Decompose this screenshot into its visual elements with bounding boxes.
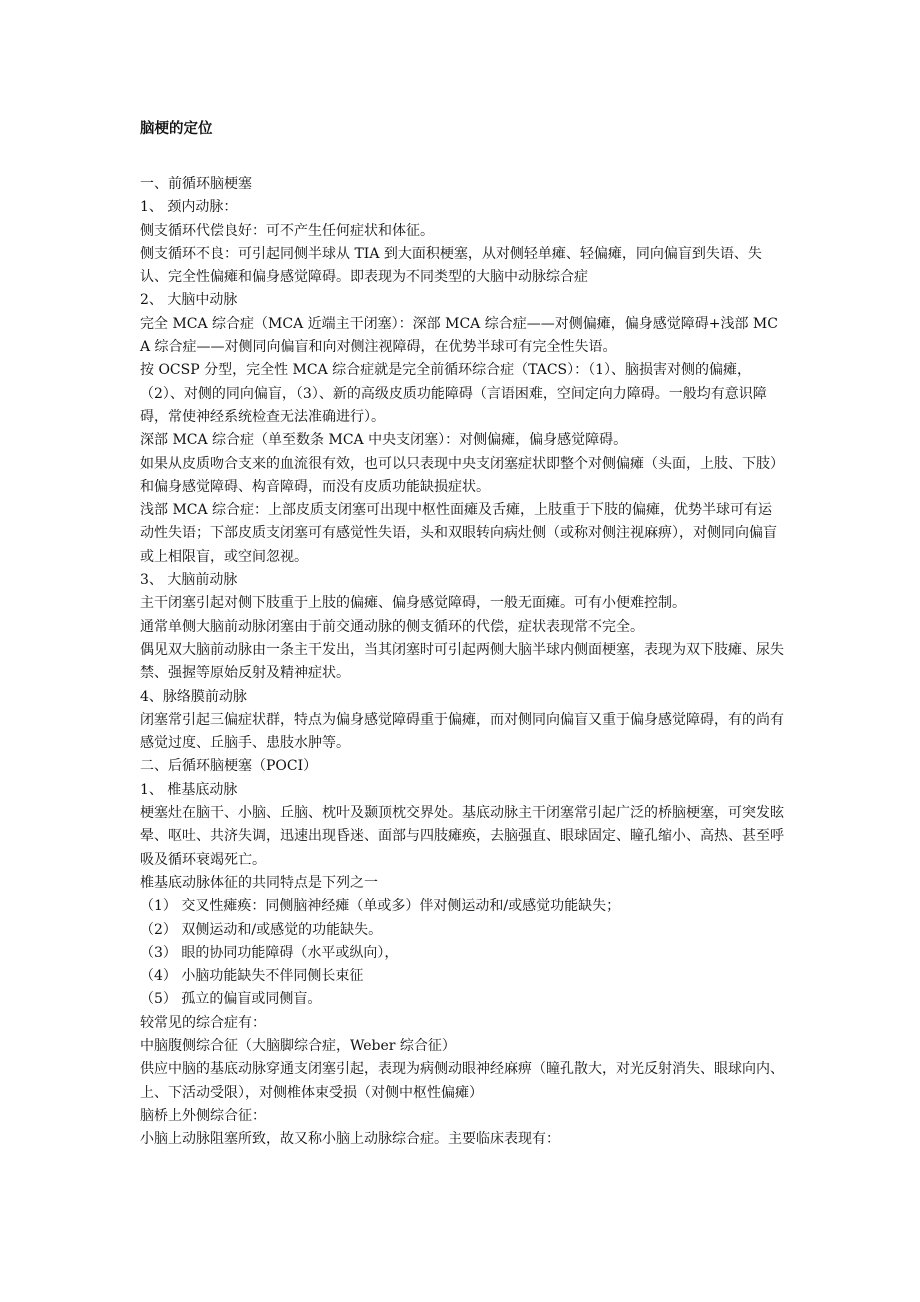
text-line: （3） 眼的协同功能障碍（水平或纵向）， [140, 944, 399, 961]
text-line: 闭塞常引起三偏症状群，特点为偏身感觉障碍重于偏瘫，而对侧同向偏盲又重于偏身感觉障碍，有的尚有感觉过度、丘脑手、患肢水肿等。 [140, 711, 784, 752]
text-line: 较常见的综合症有： [140, 1014, 266, 1031]
text-line: 主干闭塞引起对侧下肢重于上肢的偏瘫、偏身感觉障碍，一般无面瘫。可有小便难控制。 [140, 595, 686, 612]
text-line: （4） 小脑功能缺失不伴同侧长束征 [140, 968, 364, 985]
text-line: 二、后循环脑梗塞（POCI） [140, 758, 318, 775]
text-line: 4、脉络膜前动脉 [140, 688, 247, 705]
text-line: 侧支循环代偿良好：可不产生任何症状和体征。 [140, 222, 434, 239]
document-title: 脑梗的定位 [140, 121, 213, 137]
text-line: 浅部 MCA 综合症：上部皮质支闭塞可出现中枢性面瘫及舌瘫，上肢重于下肢的偏瘫，优势半球可有运动性失语；下部皮质支闭塞可有感觉性失语，头和双眼转向病灶侧（或称对侧注视麻痹），对侧同向偏盲或上相限盲，或空间忽视。 [140, 502, 777, 565]
text-line: 小脑上动脉阻塞所致，故又称小脑上动脉综合症。主要临床表现有： [140, 1131, 560, 1148]
text-line: 椎基底动脉体征的共同特点是下列之一 [140, 874, 378, 891]
title-spacer [140, 141, 785, 173]
text-line: 通常单侧大脑前动脉闭塞由于前交通动脉的侧支循环的代偿，症状表现常不完全。 [140, 618, 644, 635]
text-line: 中脑腹侧综合征（大脑脚综合症，Weber 综合征） [140, 1037, 456, 1054]
text-line: 供应中脑的基底动脉穿通支闭塞引起，表现为病侧动眼神经麻痹（瞳孔散大，对光反射消失、眼球向内、上、下活动受限），对侧椎体束受损（对侧中枢性偏瘫） [140, 1061, 784, 1101]
text-line: 2、 大脑中动脉 [140, 292, 238, 309]
text-line: 侧支循环不良：可引起同侧半球从 TIA 到大面积梗塞，从对侧轻单瘫、轻偏瘫，同向偏盲到失语、失认、完全性偏瘫和偏身感觉障碍。即表现为不同类型的大脑中动脉综合症 [140, 245, 762, 286]
text-line: 1、 颈内动脉： [140, 199, 238, 216]
text-line: 深部 MCA 综合症（单至数条 MCA 中央支闭塞）：对侧偏瘫，偏身感觉障碍。 [140, 432, 628, 449]
text-line: （2） 双侧运动和/或感觉的功能缺失。 [140, 921, 383, 938]
text-line: 按 OCSP 分型，完全性 MCA 综合症就是完全前循环综合症（TACS）：（1）、脑损害对侧的偏瘫，（2）、对侧的同向偏盲，（3）、新的高级皮质功能障碍（言语困难，空间定向力障碍。一般均有意识障碍，常使神经系统检查无法准确进行）。 [140, 362, 767, 425]
text-line: 3、 大脑前动脉 [140, 572, 238, 589]
text-line: 一、前循环脑梗塞 [140, 176, 252, 192]
text-line: 梗塞灶在脑干、小脑、丘脑、枕叶及颞顶枕交界处。基底动脉主干闭塞常引起广泛的桥脑梗塞，可突发眩晕、呕吐、共济失调，迅速出现昏迷、面部与四肢瘫痪，去脑强直、眼球固定、瞳孔缩小、高热、甚至呼吸及循环衰竭死亡。 [140, 805, 784, 868]
text-line: 1、 椎基底动脉 [140, 781, 238, 798]
text-line: 完全 MCA 综合症（MCA 近端主干闭塞）：深部 MCA 综合症——对侧偏瘫，偏身感觉障碍+浅部 MCA 综合症——对侧同向偏盲和向对侧注视障碍，在优势半球可有完全性失语。 [140, 315, 778, 356]
text-line: 如果从皮质吻合支来的血流很有效，也可以只表现中央支闭塞症状即整个对侧偏瘫（头面，上肢、下肢）和偏身感觉障碍、构音障碍，而没有皮质功能缺损症状。 [140, 455, 784, 495]
document-page [140, 118, 785, 1151]
text-line: 脑桥上外侧综合征： [140, 1107, 266, 1124]
text-line: （5） 孤立的偏盲或同侧盲。 [140, 991, 322, 1008]
text-line: 偶见双大脑前动脉由一条主干发出，当其闭塞时可引起两侧大脑半球内侧面梗塞，表现为双下肢瘫、尿失禁、强握等原始反射及精神症状。 [140, 641, 784, 682]
text-line: （1） 交叉性瘫痪：同侧脑神经瘫（单或多）伴对侧运动和/或感觉功能缺失； [140, 898, 621, 915]
